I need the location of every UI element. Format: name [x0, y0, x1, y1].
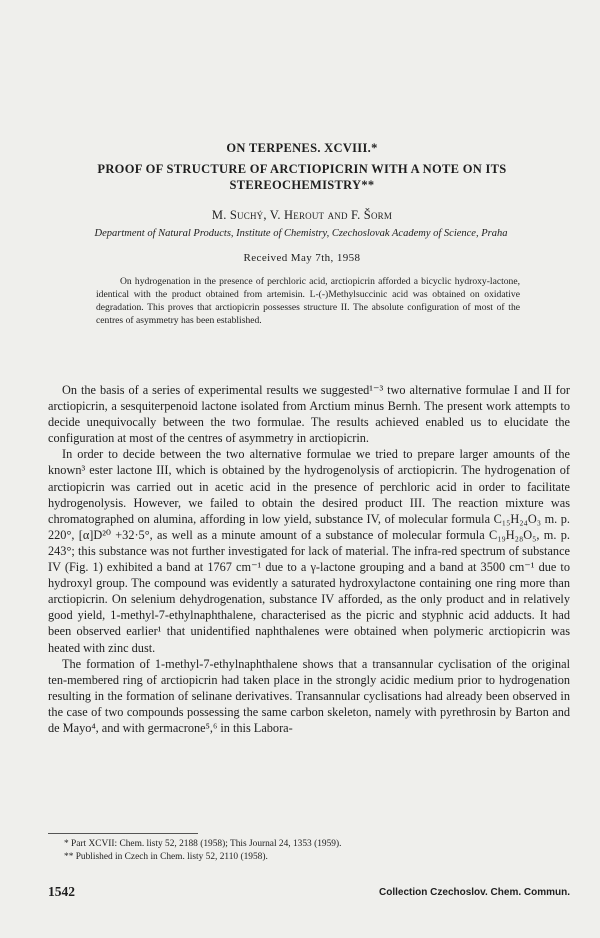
- footnotes: [64, 838, 564, 863]
- body-text: [48, 382, 570, 736]
- paper-title-line-3: STEREOCHEMISTRY**: [229, 178, 375, 192]
- abstract-text: On hydrogenation in the presence of perchloric acid, arctiopicrin afforded a bicyclic hydroxy-lactone, identical with the product obtained from artemisin. L-(-)Methylsuccinic acid was obtained on oxidative degradation. This proves that arctiopicrin possesses structure II. The absolute configuration of most of the centres of asymmetry has been established.: [96, 276, 520, 326]
- footnote-divider: [48, 833, 198, 834]
- abstract: [96, 275, 520, 327]
- footnote-2: ** Published in Czech in Chem. listy 52, 2110 (1958).: [64, 851, 268, 862]
- author-list: M. Suchý, V. Herout and F. Šorm: [211, 208, 393, 222]
- footnote-1: * Part XCVII: Chem. listy 52, 2188 (1958); This Journal 24, 1353 (1959).: [64, 839, 342, 849]
- page-number: 1542: [48, 884, 75, 899]
- body-paragraph-3: The formation of 1-methyl-7-ethylnaphthalene shows that a transannular cyclisation of the original ten-membered ring of arctiopicrin had taken place in the strongly acidic medium prior to hydrogenation resulting in the formation of selinane derivatives. Transannular cyclisations had already been observed in the case of two compounds possessing the same carbon skeleton, namely with pyrethrosin by Barton and de Mayo⁴, and with germacrone⁵,⁶ in this Labora-: [48, 656, 570, 735]
- received-date: Received May 7th, 1958: [243, 252, 361, 264]
- paper-title-line-1: ON TERPENES. XCVIII.*: [226, 141, 378, 155]
- body-paragraph-1: On the basis of a series of experimental results we suggested¹⁻³ two alternative formulae I and II for arctiopicrin, a sesquiterpenoid lactone isolated from Arctium minus Bernh. The present work attempts to decide unequivocally between the two formulae. The results achieved enabled us to elucidate the configuration at most of the centres of asymmetry in arctiopicrin.: [48, 383, 570, 446]
- affiliation: Department of Natural Products, Institute of Chemistry, Czechoslovak Academy of Science, Praha: [94, 228, 508, 239]
- paper-title-line-2: PROOF OF STRUCTURE OF ARCTIOPICRIN WITH A NOTE ON ITS: [97, 162, 507, 176]
- journal-name: Collection Czechoslov. Chem. Commun.: [379, 887, 570, 898]
- body-paragraph-2: In order to decide between the two alternative formulae we tried to prepare larger amounts of the known³ ester lactone III, which is obtained by the hydrogenolysis of arctiopicrin. The hydrogenation of arctiopicrin was carried out in acetic acid in the presence of perchloric acid in order to facilitate hydrogenolysis. However, we failed to obtain the desired product III. The reaction mixture was chromatographed on alumina, affording in low yield, substance IV, of molecular formula C₁₅H₂₄O₃ m. p. 220°, [α]D²⁰ +32·5°, as well as a minute amount of a substance of molecular formula C₁₉H₂₈O₅, m. p. 243°; this substance was not further investigated for lack of material. The infra-red spectrum of substance IV (Fig. 1) exhibited a band at 1767 cm⁻¹ due to a γ-lactone grouping and a band at 3500 cm⁻¹ due to hydroxyl group. The compound was evidently a saturated hydroxylactone containing one ring more than arctiopicrin. On selenium dehydrogenation, substance IV afforded, as the only product and in relatively good yield, 1-methyl-7-ethylnaphthalene, characterised as the picric and styphnic acid adducts. It had been observed earlier¹ that unidentified naphthalenes were obtained when polymeric arctiopicrin was heated with zinc dust.: [48, 447, 570, 655]
